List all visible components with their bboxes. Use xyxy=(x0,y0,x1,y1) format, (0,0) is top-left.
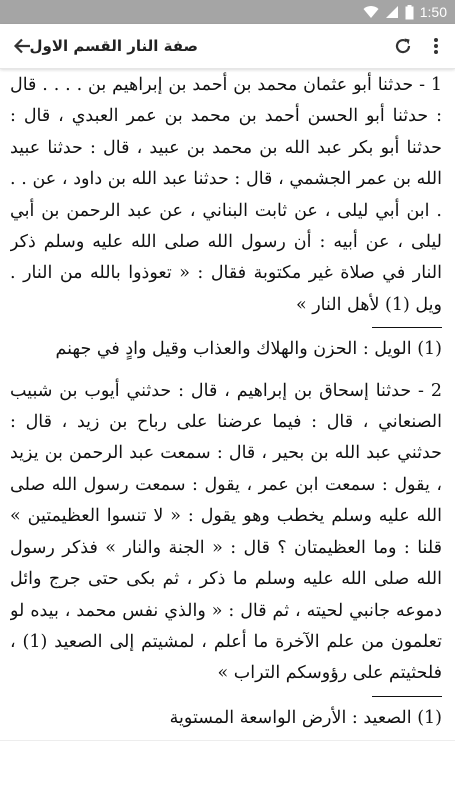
hadith-paragraph-1: 1 - حدثنا أبو عثمان محمد بن أحمد بن إبراهيم بن . . . . قال : حدثنا أبو الحسن أحمد بن محمد بن عمر العبدي ، قال : حدثنا أبو بكر عبد الله بن محمد بن عبيد ، قال : حدثنا عبيد الله بن عمر الجشمي ، قال : حدثنا عبد الله بن داود ، عن . . . ابن أبي ليلى ، عن ثابت البناني ، عن عبد الرحمن بن أبي ليلى ، عن أبيه : أن رسول الله صلى الله عليه وسلم ذكر النار في صلاة غير مكتوبة فقال : « تعوذوا بالله من النار . ويل (1) لأهل النار » xyxy=(10,75,442,315)
footnote-2: (1) الصعيد : الأرض الواسعة المستوية xyxy=(169,707,442,728)
status-bar xyxy=(0,0,455,24)
status-icons xyxy=(363,0,447,24)
wifi-icon xyxy=(363,5,379,19)
bottom-area xyxy=(0,740,455,801)
battery-icon xyxy=(405,5,414,20)
signal-icon xyxy=(385,5,399,19)
status-time: 1:50 xyxy=(419,4,447,20)
refresh-icon[interactable] xyxy=(390,24,416,68)
hadith-paragraph-2: 2 - حدثنا إسحاق بن إبراهيم ، قال : حدثني أيوب بن شبيب الصنعاني ، قال : فيما عرضنا على رباح بن زيد ، قال : حدثني عبد الله بن بحير ، قال : سمعت عبد الرحمن بن يزيد ، يقول : سمعت ابن عمر ، يقول : سمعت رسول الله صلى الله عليه وسلم يخطب وهو يقول : « لا تنسوا العظيمتين » قلنا : وما العظيمتان ؟ قال : « الجنة والنار » فذكر رسول الله صلى الله عليه وسلم ما ذكر ، ثم بكى حتى جرج وائل دموعه جانبي لحيته ، ثم قال : « والذي نفس محمد ، بيده لو تعلمون من علم الآخرة ما أعلم ، لمشيتم إلى الصعيد (1) ، فلحثيتم على رؤوسكم التراب » xyxy=(10,380,442,684)
app-toolbar xyxy=(0,24,455,69)
footnote-divider xyxy=(372,696,442,697)
menu-icon[interactable] xyxy=(424,24,448,68)
footnote-divider xyxy=(372,327,442,328)
footnote-1: (1) الويل : الحزن والهلاك والعذاب وقيل وادٍ في جهنم xyxy=(55,339,442,360)
page-title: صفة النار القسم الاول xyxy=(29,37,198,55)
article-content xyxy=(10,70,442,740)
